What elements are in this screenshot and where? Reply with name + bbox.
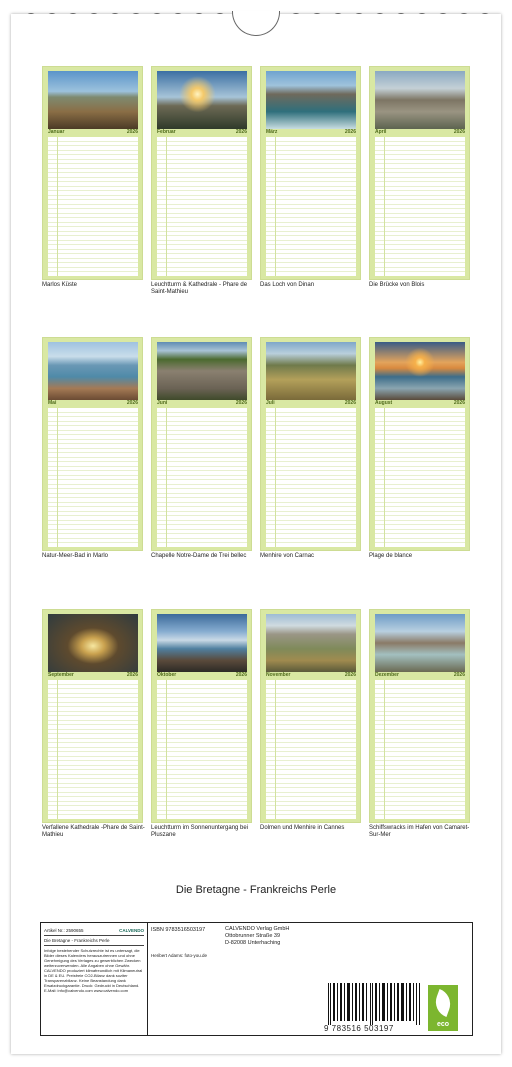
month-photo xyxy=(48,71,138,129)
month-card xyxy=(151,609,252,823)
month-header xyxy=(266,129,356,136)
month-caption: Menhire von Carnac xyxy=(260,553,315,559)
month-name: September xyxy=(48,672,74,678)
month-caption: Marlos Küste xyxy=(42,282,78,288)
month-name: November xyxy=(266,672,291,678)
month-photo xyxy=(48,342,138,400)
product-name: Die Bretagne - Frankreichs Perle xyxy=(44,938,110,943)
month-photo xyxy=(48,614,138,672)
month-name: März xyxy=(266,129,278,135)
month-header xyxy=(48,129,138,136)
month-photo xyxy=(375,342,465,400)
month-year: 2026 xyxy=(235,129,247,135)
month-year: 2026 xyxy=(126,129,138,135)
publisher-address xyxy=(225,926,289,947)
info-column-left xyxy=(44,926,144,993)
month-caption: Das Loch von Dinan xyxy=(260,282,315,288)
month-year: 2026 xyxy=(453,129,465,135)
month-caption: Natur-Meer-Bad in Marlo xyxy=(42,553,109,559)
month-header xyxy=(157,129,247,136)
month-photo xyxy=(375,71,465,129)
day-grid xyxy=(375,680,465,819)
month-name: April xyxy=(375,129,387,135)
month-header xyxy=(375,129,465,136)
month-year: 2026 xyxy=(344,400,356,406)
month-card xyxy=(151,66,252,280)
month-card xyxy=(369,337,470,551)
month-card xyxy=(42,337,143,551)
month-caption: Schiffswracks im Hafen von Camaret-Sur-Mer xyxy=(369,825,470,838)
product-row xyxy=(44,936,144,946)
month-photo xyxy=(157,342,247,400)
month-year: 2026 xyxy=(453,400,465,406)
month-year: 2026 xyxy=(235,400,247,406)
publisher-city: D-82008 Unterhaching xyxy=(225,940,281,946)
month-header xyxy=(266,672,356,679)
month-caption: Verfallene Kathedrale -Phare de Saint-Mathieu xyxy=(42,825,145,838)
month-photo xyxy=(157,71,247,129)
month-card xyxy=(260,337,361,551)
day-grid xyxy=(266,137,356,276)
month-year: 2026 xyxy=(344,129,356,135)
disclaimer-text: Infolge bestehender Schutzrechte ist es untersagt, die Bilder dieses Kalenders herauszutrennen und ohne Genehmigung des Verlages zu gewerblichen Zwecken weiterzuverwenden. Alle Angaben ohne Gewähr. CALVENDO produziert klimafreundlich mit Klimaneutral in DE & EU. Preisfreie CO2-Bilanz dank soziter Transparenzbilanz. Keine Beanstandung dank Ersatzdruckgarantie. Druck: Gedruckt in Deutschland. E-Mail: info@calvendo.com www.calvendo.com xyxy=(44,948,143,993)
eco-badge xyxy=(428,985,458,1031)
month-header xyxy=(157,400,247,407)
month-photo xyxy=(375,614,465,672)
author-credit: Heribert Adams: foto-you.de xyxy=(151,953,208,958)
month-year: 2026 xyxy=(235,672,247,678)
calendar-title: Die Bretagne - Frankreichs Perle xyxy=(175,884,337,896)
barcode xyxy=(326,983,423,1025)
month-card xyxy=(260,66,361,280)
day-grid xyxy=(48,408,138,547)
barcode-number: 9 783516 503197 xyxy=(324,1024,394,1033)
month-header xyxy=(375,672,465,679)
isbn: ISBN 9783516503197 xyxy=(151,927,206,933)
publisher-street: Ottobrunner Straße 39 xyxy=(225,933,281,939)
day-grid xyxy=(375,408,465,547)
month-card xyxy=(369,609,470,823)
month-header xyxy=(375,400,465,407)
month-name: Juli xyxy=(266,400,275,406)
divider xyxy=(147,923,148,1035)
month-header xyxy=(157,672,247,679)
article-row xyxy=(44,926,144,936)
month-photo xyxy=(266,71,356,129)
info-box xyxy=(40,922,473,1036)
month-year: 2026 xyxy=(126,672,138,678)
month-caption: Chapelle Notre-Dame de Trei bellec xyxy=(151,553,247,559)
article-number: Artikel Nr.: 2590655 xyxy=(44,928,84,933)
month-caption: Leuchtturm & Kathedrale - Phare de Saint-Mathieu xyxy=(151,282,248,295)
month-caption: Die Brücke von Blois xyxy=(369,282,425,288)
month-name: Januar xyxy=(48,129,65,135)
day-grid xyxy=(157,680,247,819)
month-year: 2026 xyxy=(344,672,356,678)
calvendo-logo: CALVENDO xyxy=(119,928,144,933)
month-photo xyxy=(157,614,247,672)
month-name: August xyxy=(375,400,393,406)
month-card xyxy=(151,337,252,551)
month-photo xyxy=(266,342,356,400)
leaf-icon xyxy=(431,989,454,1017)
month-name: Mai xyxy=(48,400,57,406)
month-card xyxy=(42,609,143,823)
month-year: 2026 xyxy=(453,672,465,678)
publisher-name: CALVENDO Verlag GmbH xyxy=(225,926,290,932)
month-card xyxy=(260,609,361,823)
month-name: Dezember xyxy=(375,672,399,678)
month-card xyxy=(42,66,143,280)
day-grid xyxy=(266,408,356,547)
day-grid xyxy=(157,408,247,547)
day-grid xyxy=(48,680,138,819)
month-caption: Dolmen und Menhire in Cannes xyxy=(260,825,345,831)
month-header xyxy=(48,400,138,407)
day-grid xyxy=(266,680,356,819)
month-header xyxy=(266,400,356,407)
month-name: Juni xyxy=(157,400,168,406)
month-caption: Plage de blance xyxy=(369,553,413,559)
day-grid xyxy=(48,137,138,276)
month-year: 2026 xyxy=(126,400,138,406)
day-grid xyxy=(157,137,247,276)
day-grid xyxy=(375,137,465,276)
month-caption: Leuchtturm im Sonnenuntergang bei Pluszane xyxy=(151,825,249,838)
month-name: Februar xyxy=(157,129,176,135)
month-card xyxy=(369,66,470,280)
month-photo xyxy=(266,614,356,672)
month-header xyxy=(48,672,138,679)
eco-label: eco xyxy=(436,1021,450,1028)
month-name: Oktober xyxy=(157,672,177,678)
